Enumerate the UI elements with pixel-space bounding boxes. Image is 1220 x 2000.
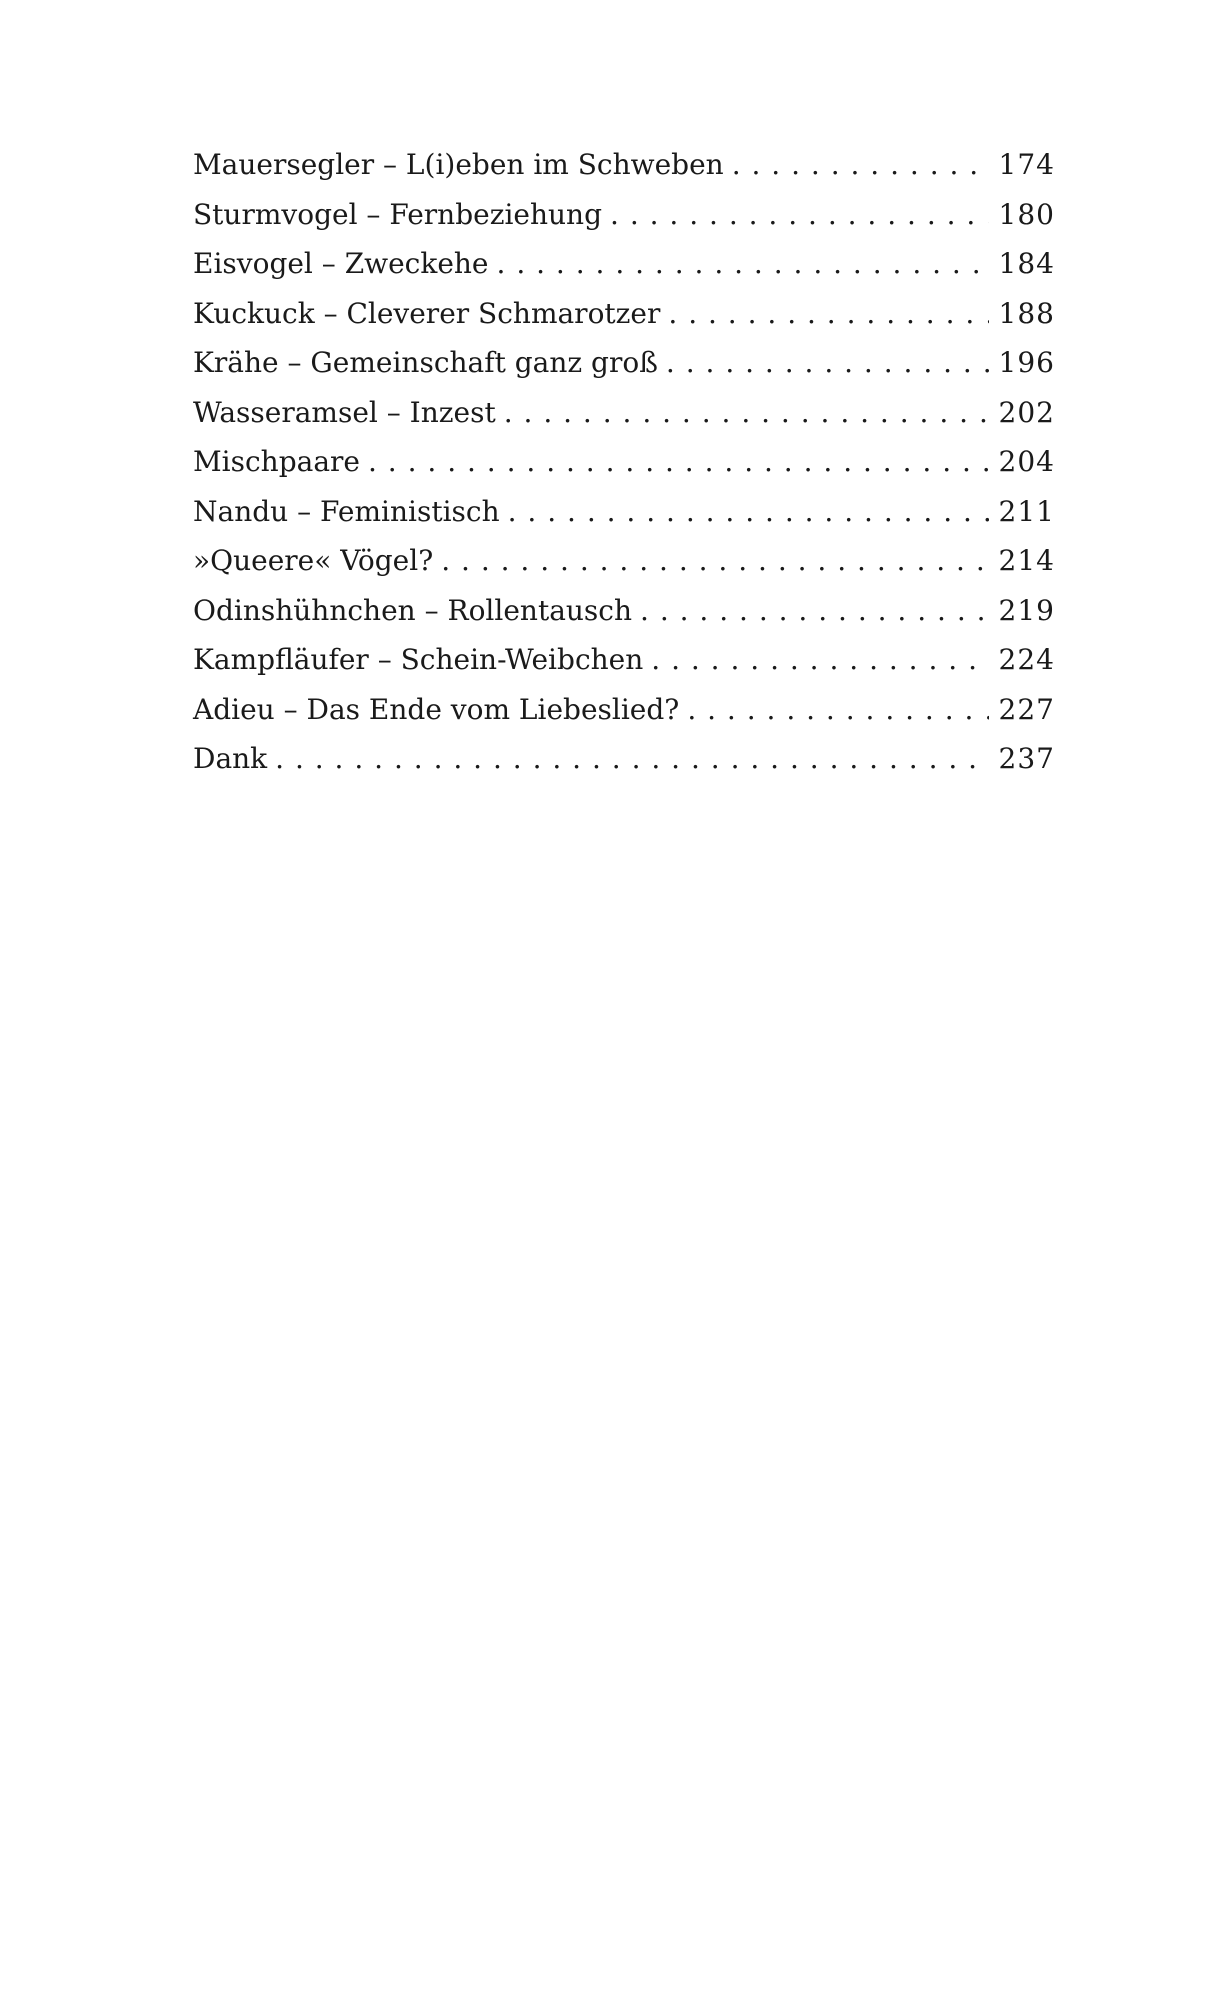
- dot-leader: [441, 536, 988, 586]
- toc-entry-page: 174: [998, 148, 1055, 181]
- toc-entry-title: Nandu – Feministisch: [193, 494, 500, 528]
- toc-entry-page: 227: [998, 692, 1055, 726]
- dot-leader: [651, 635, 988, 685]
- toc-entry-page: 196: [998, 346, 1055, 379]
- toc-entry: [193, 388, 1055, 438]
- toc-entry-title: Wasseramsel – Inzest: [193, 395, 496, 429]
- toc-entry-title: Krähe – Gemeinschaft ganz groß: [193, 346, 658, 379]
- dot-leader: [497, 239, 989, 289]
- dot-leader: [666, 338, 989, 388]
- toc-entry-title: »Queere« Vögel?: [193, 544, 434, 577]
- toc-entry: [193, 487, 1055, 537]
- toc-entry: [193, 239, 1055, 289]
- toc-entry-page: 214: [998, 544, 1055, 577]
- toc-entry-title: Mischpaare: [193, 445, 360, 478]
- toc-entry-title: Eisvogel – Zweckehe: [193, 247, 489, 280]
- toc-entry-title: Kuckuck – Cleverer Schmarotzer: [193, 296, 661, 330]
- dot-leader: [508, 487, 989, 537]
- toc-entry: [193, 190, 1055, 240]
- toc-entry-title: Odinshühnchen – Rollentausch: [193, 593, 633, 627]
- toc-entry-page: 219: [998, 593, 1055, 627]
- toc-entry: [193, 289, 1055, 339]
- toc-entry: [193, 586, 1055, 636]
- toc-entry-title: Dank: [193, 742, 268, 775]
- toc-entry-title: Adieu – Das Ende vom Liebeslied?: [193, 692, 680, 726]
- dot-leader: [368, 437, 989, 487]
- toc-entry-page: 184: [998, 247, 1055, 280]
- toc-entry-page: 237: [998, 742, 1055, 775]
- toc-entry-page: 204: [998, 445, 1055, 478]
- toc-entry: [193, 635, 1055, 685]
- toc-entry-page: 202: [998, 395, 1055, 429]
- table-of-contents: [193, 140, 1055, 784]
- toc-entry-page: 211: [998, 494, 1055, 528]
- toc-entry-page: 224: [998, 643, 1055, 676]
- dot-leader: [640, 586, 989, 636]
- toc-entry: [193, 437, 1055, 487]
- toc-entry: [193, 536, 1055, 586]
- toc-entry: [193, 140, 1055, 190]
- toc-entry: [193, 338, 1055, 388]
- toc-entry: [193, 685, 1055, 735]
- dot-leader: [732, 140, 989, 190]
- toc-entry-page: 188: [998, 296, 1055, 330]
- dot-leader: [504, 388, 989, 438]
- toc-entry-title: Sturmvogel – Fernbeziehung: [193, 197, 603, 231]
- toc-entry-title: Mauersegler – L(i)eben im Schweben: [193, 148, 724, 181]
- dot-leader: [668, 289, 988, 339]
- dot-leader: [275, 734, 988, 784]
- toc-entry: [193, 734, 1055, 784]
- toc-entry-title: Kampfläufer – Schein-Weibchen: [193, 643, 644, 676]
- toc-entry-page: 180: [998, 197, 1055, 231]
- dot-leader: [687, 685, 988, 735]
- dot-leader: [610, 190, 989, 240]
